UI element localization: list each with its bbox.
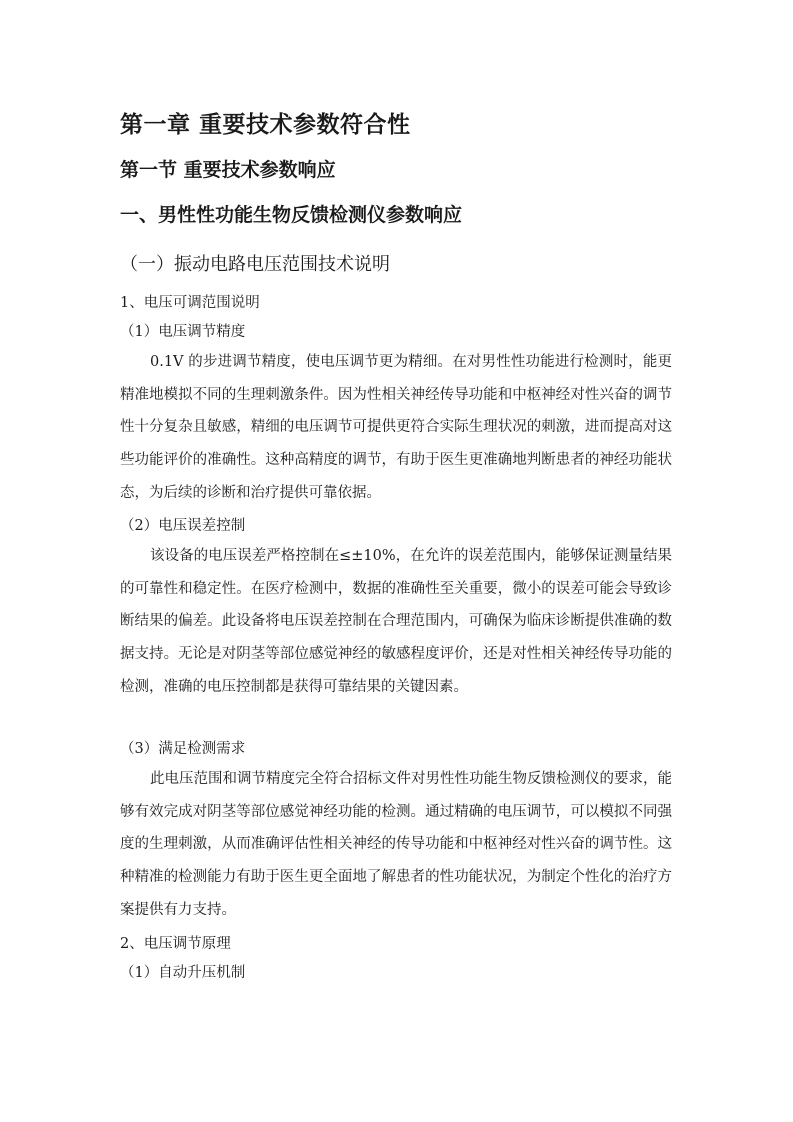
sub2-paragraph: 该设备的电压误差严格控制在≤±10%，在允许的误差范围内，能够保证测量结果的可靠性和稳定性。在医疗检测中，数据的准确性至关重要，微小的误差可能会导致诊断结果的偏差。此设备将电压误差控制在合理范围内，可确保为临床诊断提供准确的数据支持。无论是对阴茎等部位感觉神经的敏感程度评价，还是对性相关神经传导功能的检测，准确的电压控制都是获得可靠结果的关键因素。 xyxy=(120,548,672,695)
chapter-title: 第一章 重要技术参数符合性 xyxy=(120,112,411,138)
sub1-paragraph: 0.1V 的步进调节精度，使电压调节更为精细。在对男性性功能进行检测时，能更精准地模拟不同的生理刺激条件。因为性相关神经传导功能和中枢神经对性兴奋的调节性十分复杂且敏感，精细的电压调节可提供更符合实际生理状况的刺激，进而提高对这些功能评价的准确性。这种高精度的调节，有助于医生更准确地判断患者的神经功能状态，为后续的诊断和治疗提供可靠依据。 xyxy=(120,354,672,501)
subsection-title: 一、男性性功能生物反馈检测仪参数响应 xyxy=(120,204,463,226)
sub1-heading: （1）电压调节精度 xyxy=(120,324,246,340)
item2-heading: 2、电压调节原理 xyxy=(120,936,231,952)
sub2-heading: （2）电压误差控制 xyxy=(120,518,246,534)
sub3-heading: （3）满足检测需求 xyxy=(120,741,246,757)
section-title: 第一节 重要技术参数响应 xyxy=(120,159,336,181)
topic-title: （一）振动电路电压范围技术说明 xyxy=(120,254,390,275)
item1-heading: 1、电压可调范围说明 xyxy=(120,295,260,311)
sub4-heading: （1）自动升压机制 xyxy=(120,965,246,981)
sub3-paragraph: 此电压范围和调节精度完全符合招标文件对男性性功能生物反馈检测仪的要求，能够有效完成对阴茎等部位感觉神经功能的检测。通过精确的电压调节，可以模拟不同强度的生理刺激，从而准确评估性相关神经的传导功能和中枢神经对性兴奋的调节性。这种精准的检测能力有助于医生更全面地了解患者的性功能状况，为制定个性化的治疗方案提供有力支持。 xyxy=(120,771,672,918)
